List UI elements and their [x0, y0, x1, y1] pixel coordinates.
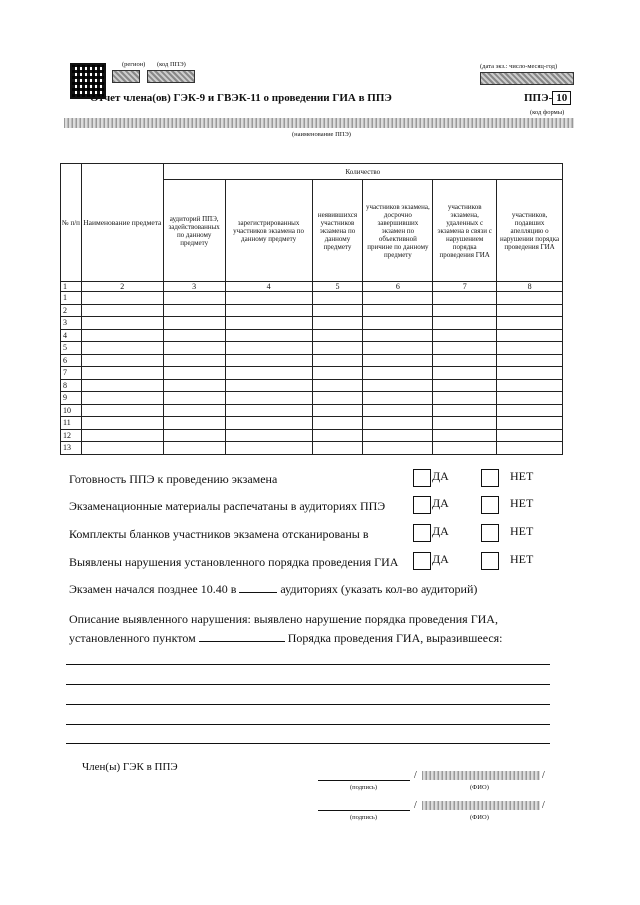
sign-label: (подпись)	[350, 784, 377, 791]
table-cell[interactable]	[81, 379, 163, 392]
late-start-after: аудиториях (указать кол-во аудиторий)	[280, 582, 478, 596]
table-row	[61, 354, 563, 367]
description-line[interactable]	[66, 743, 550, 744]
table-cell[interactable]	[225, 292, 312, 305]
no-label: НЕТ	[510, 552, 534, 566]
table-cell[interactable]	[163, 392, 225, 405]
table-cell[interactable]	[163, 442, 225, 455]
table-cell[interactable]	[81, 392, 163, 405]
table-cell[interactable]	[163, 317, 225, 330]
table-cell[interactable]	[312, 417, 363, 430]
table-cell[interactable]	[363, 392, 433, 405]
table-cell[interactable]	[163, 379, 225, 392]
ppe-name-label: (наименование ППЭ)	[292, 131, 351, 138]
table-cell[interactable]	[497, 429, 563, 442]
row-number: 11	[61, 417, 82, 430]
table-row	[61, 392, 563, 405]
table-cell[interactable]	[225, 354, 312, 367]
table-cell[interactable]	[312, 367, 363, 380]
table-cell[interactable]	[363, 354, 433, 367]
header-col-7: участников экзамена, удаленных с экзамена в связи с нарушением порядка проведения ГИА	[433, 180, 497, 282]
slash: /	[414, 770, 417, 781]
table-cell[interactable]	[81, 342, 163, 355]
table-cell[interactable]	[433, 354, 497, 367]
table-row	[61, 304, 563, 317]
table-cell[interactable]	[225, 304, 312, 317]
violation-line2	[69, 631, 503, 646]
slash: /	[542, 770, 545, 781]
table-cell[interactable]	[433, 442, 497, 455]
row-number: 9	[61, 392, 82, 405]
table-cell[interactable]	[312, 354, 363, 367]
table-cell[interactable]	[225, 329, 312, 342]
no-checkbox[interactable]	[481, 552, 499, 570]
yes-label: ДА	[432, 524, 449, 538]
row-number: 3	[61, 317, 82, 330]
table-cell[interactable]	[225, 367, 312, 380]
index-cell: 3	[163, 282, 225, 292]
table-row	[61, 379, 563, 392]
header-col-6: участников экзамена, досрочно завершивших экзамен по объективной причине по данному предмету	[363, 180, 433, 282]
fio-label: (ФИО)	[470, 814, 489, 821]
table-cell[interactable]	[363, 342, 433, 355]
fio-label: (ФИО)	[470, 784, 489, 791]
row-number: 2	[61, 304, 82, 317]
table-cell[interactable]	[497, 317, 563, 330]
ppe-code-label: (код ППЭ)	[157, 61, 186, 68]
table-cell[interactable]	[163, 292, 225, 305]
table-cell[interactable]	[312, 329, 363, 342]
yes-checkbox[interactable]	[413, 552, 431, 570]
page-title: Отчет члена(ов) ГЭК-9 и ГВЭК-11 о проведении ГИА в ППЭ	[90, 92, 392, 104]
form-number: 10	[552, 91, 571, 105]
no-label: НЕТ	[510, 496, 534, 510]
question-text: Экзаменационные материалы распечатаны в аудиториях ППЭ	[69, 499, 386, 513]
yes-label: ДА	[432, 469, 449, 483]
table-cell[interactable]	[225, 317, 312, 330]
index-cell: 8	[497, 282, 563, 292]
table-cell[interactable]	[225, 429, 312, 442]
table-cell[interactable]	[312, 342, 363, 355]
table-cell[interactable]	[81, 404, 163, 417]
form-code	[524, 92, 571, 104]
row-number: 7	[61, 367, 82, 380]
header-subject: Наименование предмета	[81, 164, 163, 282]
table-cell[interactable]	[433, 292, 497, 305]
index-cell: 4	[225, 282, 312, 292]
signature-line[interactable]	[318, 780, 410, 781]
table-cell[interactable]	[163, 304, 225, 317]
table-cell[interactable]	[163, 417, 225, 430]
report-table	[60, 163, 563, 455]
table-cell[interactable]	[81, 329, 163, 342]
table-cell[interactable]	[312, 404, 363, 417]
row-number: 5	[61, 342, 82, 355]
region-code-box	[112, 70, 140, 83]
table-cell[interactable]	[497, 292, 563, 305]
table-cell[interactable]	[497, 329, 563, 342]
violation-line1: Описание выявленного нарушения: выявлено нарушение порядка проведения ГИА,	[69, 612, 498, 626]
table-cell[interactable]	[363, 329, 433, 342]
table-row	[61, 329, 563, 342]
violation-line2-before: установленного пунктом	[69, 631, 196, 645]
table-cell[interactable]	[225, 417, 312, 430]
region-label: (регион)	[122, 61, 146, 68]
sign-label: (подпись)	[350, 814, 377, 821]
table-cell[interactable]	[81, 442, 163, 455]
table-cell[interactable]	[225, 392, 312, 405]
row-number: 4	[61, 329, 82, 342]
signature-line[interactable]	[318, 810, 410, 811]
ppe-name-field	[64, 118, 574, 128]
table-cell[interactable]	[363, 429, 433, 442]
violation-line2-after: Порядка проведения ГИА, выразившееся:	[287, 631, 503, 645]
table-cell[interactable]	[433, 329, 497, 342]
table-cell[interactable]	[312, 429, 363, 442]
table-cell[interactable]	[81, 292, 163, 305]
table-cell[interactable]	[433, 342, 497, 355]
signature-label: Член(ы) ГЭК в ППЭ	[82, 761, 178, 773]
table-row	[61, 317, 563, 330]
table-row	[61, 292, 563, 305]
table-cell[interactable]	[363, 404, 433, 417]
header-col-8: участников, подавших апелляцию о нарушении порядка проведения ГИА	[497, 180, 563, 282]
table-row	[61, 442, 563, 455]
table-cell[interactable]	[225, 342, 312, 355]
table-cell[interactable]	[81, 417, 163, 430]
form-code-label: (код формы)	[530, 109, 565, 116]
date-label: (дата экз.: число-месяц-год)	[480, 63, 558, 70]
no-checkbox[interactable]	[481, 469, 499, 487]
header-col-3: аудиторий ППЭ, задействованных по данному предмету	[163, 180, 225, 282]
slash: /	[542, 800, 545, 811]
table-cell[interactable]	[433, 367, 497, 380]
table-cell[interactable]	[163, 367, 225, 380]
no-checkbox[interactable]	[481, 524, 499, 542]
table-cell[interactable]	[312, 392, 363, 405]
table-cell[interactable]	[225, 442, 312, 455]
date-box	[480, 72, 574, 85]
description-line[interactable]	[66, 724, 550, 725]
table-cell[interactable]	[363, 304, 433, 317]
row-number: 13	[61, 442, 82, 455]
table-cell[interactable]	[363, 317, 433, 330]
table-cell[interactable]	[497, 417, 563, 430]
row-number: 1	[61, 292, 82, 305]
yes-checkbox[interactable]	[413, 496, 431, 514]
violation-clause-field[interactable]	[199, 641, 285, 642]
table-cell[interactable]	[81, 429, 163, 442]
table-cell[interactable]	[363, 292, 433, 305]
index-cell: 7	[433, 282, 497, 292]
table-cell[interactable]	[312, 304, 363, 317]
index-cell: 6	[363, 282, 433, 292]
table-cell[interactable]	[433, 417, 497, 430]
yes-checkbox[interactable]	[413, 469, 431, 487]
table-cell[interactable]	[497, 342, 563, 355]
table-cell[interactable]	[433, 317, 497, 330]
slash: /	[414, 800, 417, 811]
yes-label: ДА	[432, 552, 449, 566]
table-cell[interactable]	[163, 329, 225, 342]
table-cell[interactable]	[363, 442, 433, 455]
table-cell[interactable]	[363, 417, 433, 430]
row-number: 12	[61, 429, 82, 442]
table-cell[interactable]	[433, 392, 497, 405]
table-cell[interactable]	[433, 404, 497, 417]
table-cell[interactable]	[163, 342, 225, 355]
header-col-4: зарегистрированных участников экзамена по данному предмету	[225, 180, 312, 282]
index-cell: 1	[61, 282, 82, 292]
table-row	[61, 367, 563, 380]
late-start-field[interactable]	[239, 592, 277, 593]
question-text: Готовность ППЭ к проведению экзамена	[69, 472, 278, 486]
table-cell[interactable]	[225, 379, 312, 392]
form-prefix: ППЭ-	[524, 92, 553, 104]
row-number: 6	[61, 354, 82, 367]
header-quantity: Количество	[163, 164, 562, 180]
table-row	[61, 404, 563, 417]
table-cell[interactable]	[497, 379, 563, 392]
description-line[interactable]	[66, 704, 550, 705]
yes-checkbox[interactable]	[413, 524, 431, 542]
table-cell[interactable]	[497, 392, 563, 405]
header-col-5: неявившихся участников экзамена по данному предмету	[312, 180, 363, 282]
fio-field	[422, 771, 540, 780]
table-cell[interactable]	[163, 354, 225, 367]
header-num: № п/п	[61, 164, 82, 282]
table-cell[interactable]	[312, 379, 363, 392]
table-cell[interactable]	[312, 442, 363, 455]
table-cell[interactable]	[163, 404, 225, 417]
yes-label: ДА	[432, 496, 449, 510]
question-text: Комплекты бланков участников экзамена отсканированы в	[69, 527, 369, 541]
index-cell: 5	[312, 282, 363, 292]
index-cell: 2	[81, 282, 163, 292]
table-cell[interactable]	[433, 304, 497, 317]
ppe-code-box	[147, 70, 195, 83]
table-cell[interactable]	[497, 354, 563, 367]
table-cell[interactable]	[81, 317, 163, 330]
fio-field	[422, 801, 540, 810]
table-cell[interactable]	[312, 317, 363, 330]
table-row	[61, 417, 563, 430]
question-text: Выявлены нарушения установленного порядка проведения ГИА	[69, 555, 399, 569]
table-cell[interactable]	[497, 304, 563, 317]
table-cell[interactable]	[497, 367, 563, 380]
row-number: 10	[61, 404, 82, 417]
no-label: НЕТ	[510, 524, 534, 538]
no-label: НЕТ	[510, 469, 534, 483]
no-checkbox[interactable]	[481, 496, 499, 514]
table-row	[61, 342, 563, 355]
table-cell[interactable]	[312, 292, 363, 305]
table-cell[interactable]	[363, 379, 433, 392]
table-cell[interactable]	[81, 367, 163, 380]
table-cell[interactable]	[363, 367, 433, 380]
table-cell[interactable]	[81, 304, 163, 317]
table-row	[61, 429, 563, 442]
late-start	[69, 582, 477, 597]
table-cell[interactable]	[497, 404, 563, 417]
late-start-before: Экзамен начался позднее 10.40 в	[69, 582, 237, 596]
table-cell[interactable]	[163, 429, 225, 442]
table-cell[interactable]	[225, 404, 312, 417]
row-number: 8	[61, 379, 82, 392]
table-cell[interactable]	[81, 354, 163, 367]
description-line[interactable]	[66, 684, 550, 685]
table-cell[interactable]	[433, 379, 497, 392]
description-line[interactable]	[66, 664, 550, 665]
table-cell[interactable]	[497, 442, 563, 455]
table-cell[interactable]	[433, 429, 497, 442]
